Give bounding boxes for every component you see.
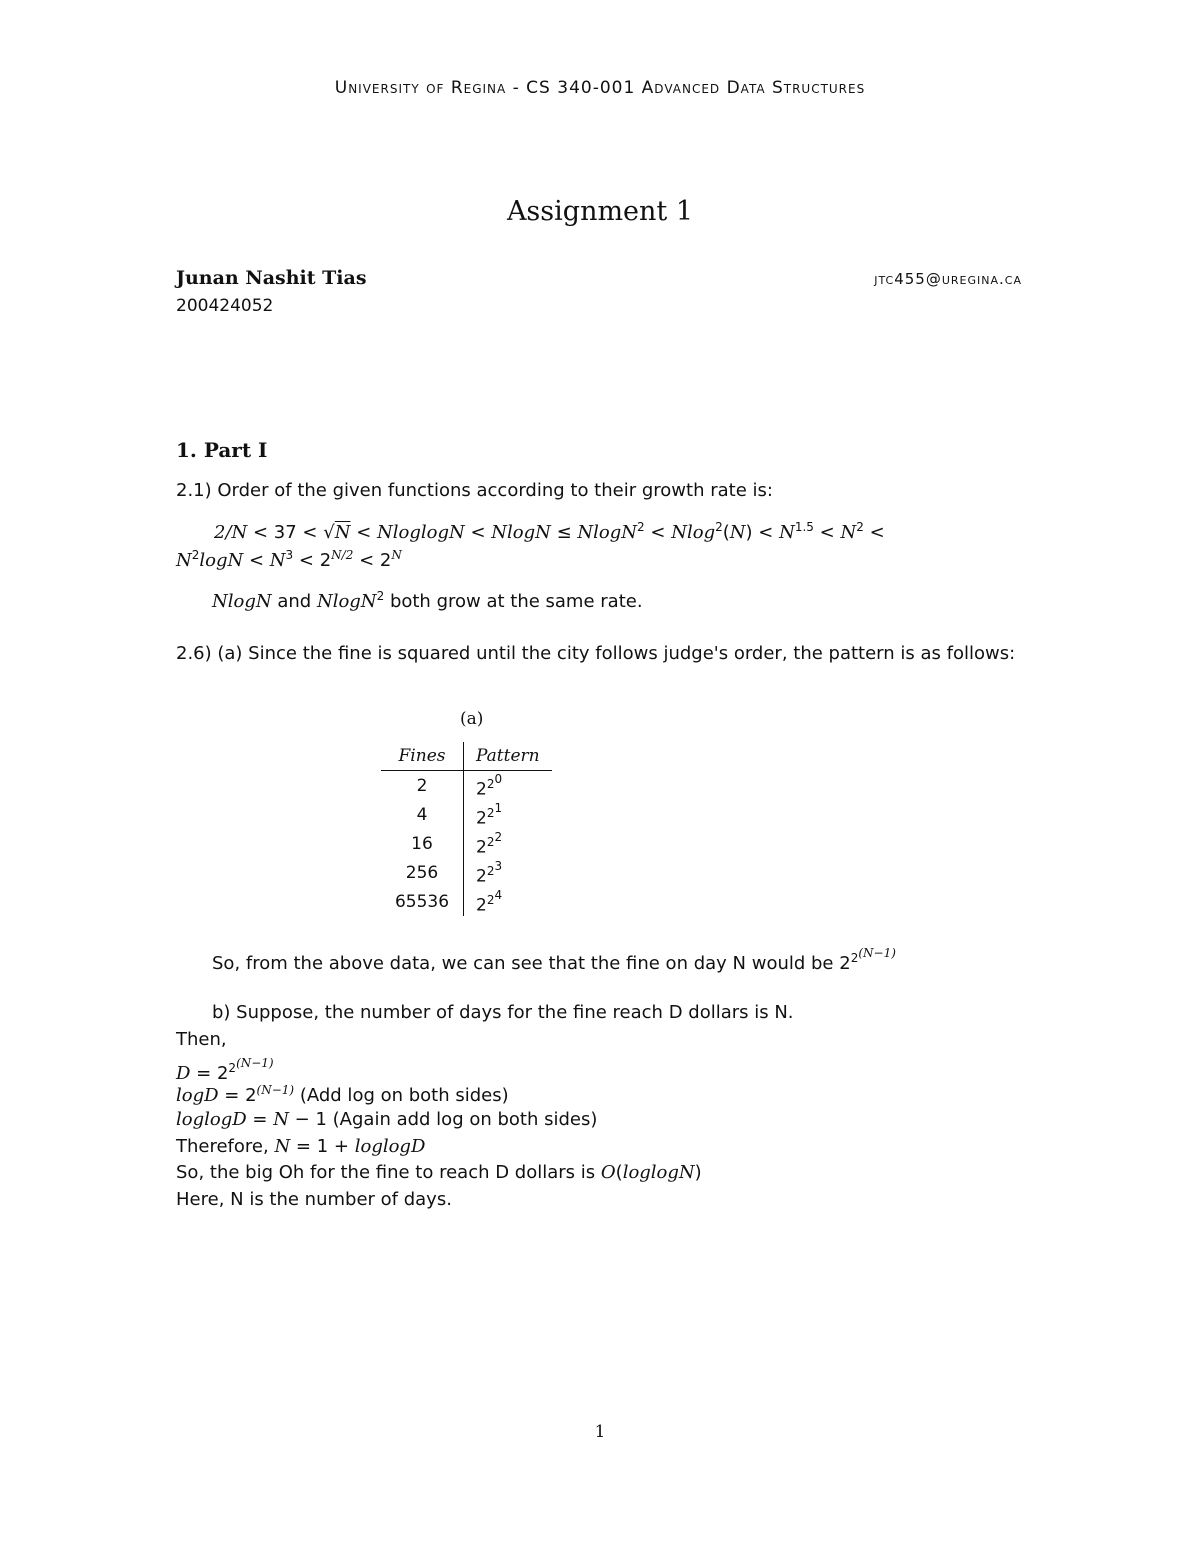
author-email: jtc455@uregina.ca	[874, 270, 1022, 288]
col-header-fines: Fines	[381, 742, 464, 771]
growth-order-line-1: 2/N < 37 < √N < NloglogN < $NlogN \le NlogN^2 < Nlog^2(N) < N^{1.5} < N^2$ <	[214, 520, 885, 543]
fine-value: 2	[381, 771, 464, 801]
bigoh-text: So, the big Oh for the fine to reach D dollars is	[176, 1162, 596, 1183]
equation-4: Therefore, N = 1 + loglogD	[176, 1136, 426, 1157]
equation-3: loglogD = N − 1 (Again add log on both sides)	[176, 1109, 598, 1130]
document-title: Assignment 1	[506, 196, 694, 227]
step1-note: (Add log on both sides)	[299, 1085, 509, 1106]
pattern-value: $2^{2^0}$	[476, 771, 503, 800]
equation-1: $D = 2^{2^{(N-1)}}$	[176, 1056, 274, 1084]
step2-note: (Again add log on both sides)	[332, 1109, 598, 1130]
fine-value: 65536	[381, 887, 464, 916]
student-id: 200424052	[176, 296, 274, 316]
table-row	[381, 771, 552, 801]
table-row	[381, 800, 552, 829]
table-row	[381, 887, 552, 916]
fine-value: 4	[381, 800, 464, 829]
conclusion-line: So, from the above data, we can see that the fine on day N would be $2^{2^{(N-1)}}$	[212, 946, 896, 974]
q26-intro: 2.6) (a) Since the fine is squared until the city follows judge's order, the pattern is as follows:	[176, 643, 1016, 664]
pattern-value: $2^{2^1}$	[476, 800, 503, 829]
same-rate-text: both grow at the same rate.	[389, 591, 643, 612]
author-name: Junan Nashit Tias	[176, 267, 367, 289]
same-rate-note: NlogN and NlogN$^2$ both grow at the same rate.	[212, 589, 643, 612]
table-caption: (a)	[460, 709, 484, 729]
fine-value: 256	[381, 858, 464, 887]
here-text: Here, N is the number of days.	[176, 1189, 452, 1210]
fines-table	[381, 742, 552, 916]
fine-value: 16	[381, 829, 464, 858]
section-heading: 1. Part I	[176, 438, 268, 462]
table-row	[381, 829, 552, 858]
growth-order-line-2: $N^2\log N < N^3 < 2^{N/2} < 2^N$	[176, 548, 402, 571]
page-number: 1	[594, 1422, 606, 1442]
q21-intro: 2.1) Order of the given functions according to their growth rate is:	[176, 480, 773, 501]
bigoh-line: So, the big Oh for the fine to reach D dollars is O(loglogN)	[176, 1162, 702, 1183]
conclusion-text: So, from the above data, we can see that the fine on day N would be	[212, 953, 834, 974]
then-text: Then,	[176, 1029, 227, 1050]
therefore-text: Therefore,	[176, 1136, 269, 1157]
pattern-value: $2^{2^3}$	[476, 858, 503, 887]
pattern-value: $2^{2^2}$	[476, 829, 503, 858]
running-header: University of Regina - CS 340-001 Advanced Data Structures	[334, 78, 866, 98]
equation-2: $\log D = 2^{(N-1)}$ (Add log on both sides)	[176, 1083, 509, 1106]
col-header-pattern: Pattern	[464, 742, 553, 771]
part-b-text: b) Suppose, the number of days for the fine reach D dollars is N.	[212, 1002, 794, 1023]
pattern-value: $2^{2^4}$	[476, 887, 503, 916]
table-row	[381, 858, 552, 887]
